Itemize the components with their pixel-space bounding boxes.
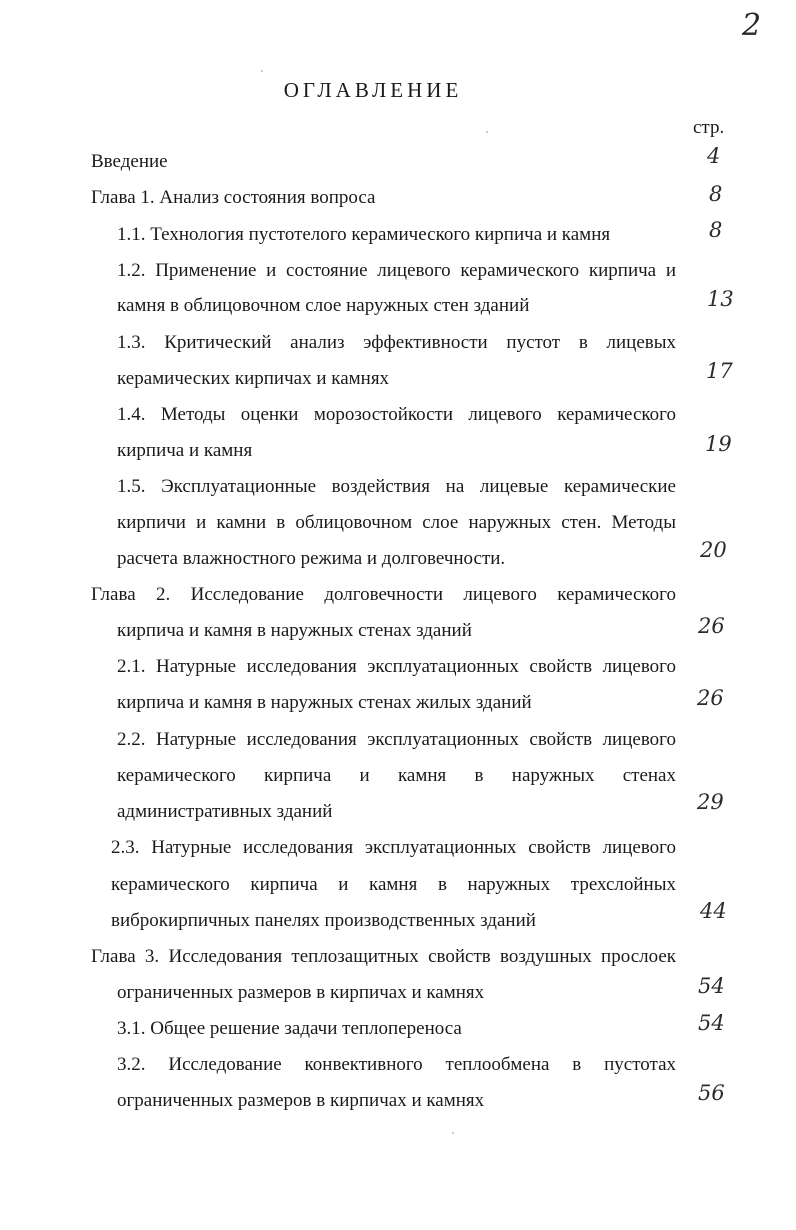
toc-entry-ch3-page: 54 [698, 974, 725, 998]
toc-entry-s2-1-line-2: кирпича и камня в наружных стенах жилых зданий [117, 692, 532, 713]
toc-entry-s2-3-line-1: 2.3. Натурные исследования эксплуатационных свойств лицевого [111, 837, 676, 858]
toc-entry-ch2-line-1: Глава 2. Исследование долговечности лицевого керамического [91, 584, 676, 605]
toc-entry-ch2-line-2: кирпича и камня в наружных стенах зданий [117, 620, 472, 641]
toc-entry-s1-2-page: 13 [707, 287, 734, 311]
scan-speck [261, 70, 263, 72]
toc-entry-s1-3-line-2: керамических кирпичах и камнях [117, 368, 390, 389]
toc-entry-s2-3-line-3: виброкирпичных панелях производственных зданий [111, 910, 536, 931]
toc-entry-s1-5-page: 20 [700, 538, 727, 562]
toc-entry-s2-1-page: 26 [697, 686, 724, 710]
toc-entry-s2-2-line-2: керамического кирпича и камня в наружных стенах [117, 765, 676, 786]
toc-entry-s2-3-page: 44 [700, 899, 727, 923]
toc-entry-s3-2-page: 56 [698, 1081, 725, 1105]
toc-entry-s2-3-line-2: керамического кирпича и камня в наружных трехслойных [111, 874, 676, 895]
toc-entry-s3-1-line-1: 3.1. Общее решение задачи теплопереноса [117, 1018, 462, 1039]
scan-speck [452, 1132, 454, 1134]
toc-entry-ch2-page: 26 [698, 614, 725, 638]
toc-entry-s2-2-page: 29 [697, 790, 724, 814]
page-column-label: стр. [693, 117, 725, 138]
toc-entry-s2-2-line-3: административных зданий [117, 801, 333, 822]
toc-entry-ch3-line-2: ограниченных размеров в кирпичах и камнях [117, 982, 485, 1003]
toc-entry-s1-1-page: 8 [709, 218, 723, 242]
page-number-handwritten: 2 [742, 8, 762, 43]
toc-entry-s3-1-page: 54 [698, 1011, 725, 1035]
toc-entry-intro-line-1: Введение [91, 151, 168, 172]
scan-speck [486, 131, 488, 133]
toc-entry-s1-4-page: 19 [705, 432, 732, 456]
toc-entry-s1-4-line-2: кирпича и камня [117, 440, 253, 461]
toc-entry-s1-3-line-1: 1.3. Критический анализ эффективности пустот в лицевых [117, 332, 676, 353]
page-title: ОГЛАВЛЕНИЕ [283, 78, 463, 102]
toc-entry-s1-5-line-3: расчета влажностного режима и долговечности. [117, 548, 506, 569]
toc-entry-ch1-page: 8 [709, 182, 723, 206]
toc-entry-ch3-line-1: Глава 3. Исследования теплозащитных свойств воздушных прослоек [91, 946, 676, 967]
toc-entry-s3-2-line-1: 3.2. Исследование конвективного теплообмена в пустотах [117, 1054, 676, 1075]
toc-entry-intro-page: 4 [707, 144, 721, 168]
toc-entry-s1-5-line-1: 1.5. Эксплуатационные воздействия на лицевые керамические [117, 476, 676, 497]
toc-entry-s2-2-line-1: 2.2. Натурные исследования эксплуатационных свойств лицевого [117, 729, 676, 750]
toc-entry-s1-5-line-2: кирпичи и камни в облицовочном слое наружных стен. Методы [117, 512, 676, 533]
toc-entry-s1-2-line-1: 1.2. Применение и состояние лицевого керамического кирпича и [117, 260, 676, 281]
toc-entry-s3-2-line-2: ограниченных размеров в кирпичах и камнях [117, 1090, 485, 1111]
toc-entry-s1-2-line-2: камня в облицовочном слое наружных стен зданий [117, 295, 530, 316]
toc-entry-ch1-line-1: Глава 1. Анализ состояния вопроса [91, 187, 376, 208]
toc-entry-s1-4-line-1: 1.4. Методы оценки морозостойкости лицевого керамического [117, 404, 676, 425]
toc-entry-s1-1-line-1: 1.1. Технология пустотелого керамического кирпича и камня [117, 224, 611, 245]
toc-entry-s2-1-line-1: 2.1. Натурные исследования эксплуатационных свойств лицевого [117, 656, 676, 677]
toc-entry-s1-3-page: 17 [706, 359, 733, 383]
